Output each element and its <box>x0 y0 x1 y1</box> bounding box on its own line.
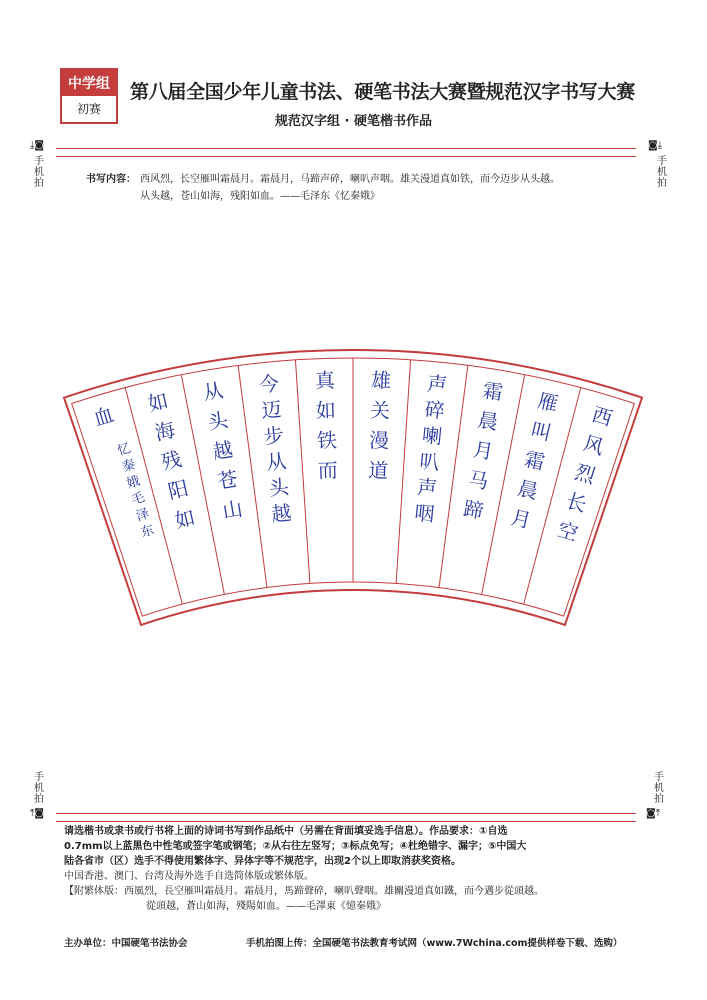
requirements-line: 中国香港、澳门、台湾及海外选手自选简体版或繁体版。 <box>64 871 314 882</box>
fan-character: 苍 <box>215 466 240 494</box>
fan-character: 如 <box>315 398 337 423</box>
signature-character: 忆 <box>115 441 133 460</box>
camera-icon: ◙ <box>34 808 45 819</box>
fan-character: 蹄 <box>461 496 486 524</box>
fan-character: 空 <box>554 517 581 546</box>
fan-character: 越 <box>270 500 293 527</box>
fan-divider <box>295 360 309 584</box>
fan-character: 今 <box>257 371 280 397</box>
phone-marker-bottom-right: 手机拍 <box>654 772 664 805</box>
fan-character: 霜 <box>522 446 547 475</box>
fan-character: 马 <box>466 466 491 494</box>
stage-label: 初赛 <box>76 101 101 116</box>
fan-character: 咽 <box>413 500 436 527</box>
fan-character: 关 <box>369 398 391 423</box>
fan-character: 西 <box>589 402 616 431</box>
fan-character: 而 <box>317 458 339 483</box>
fan-character: 残 <box>159 446 184 475</box>
fan-character: 风 <box>580 430 607 460</box>
fan-character: 声 <box>426 371 449 397</box>
fan-character: 碎 <box>423 397 446 423</box>
fan-character: 如 <box>145 388 171 417</box>
fan-character: 漫 <box>368 428 390 453</box>
fan-divider <box>396 360 410 584</box>
fan-character: 叫 <box>528 417 554 446</box>
download-icon: ⤓ <box>30 140 35 151</box>
fan-character: 烈 <box>572 459 599 489</box>
fan-character: 长 <box>563 488 590 518</box>
fan-character: 声 <box>415 474 439 501</box>
fan-character: 叭 <box>418 448 441 475</box>
footer-organizer: 主办单位：中国硬笔书法协会 <box>64 938 188 949</box>
signature-character: 毛 <box>129 490 147 509</box>
content-label: 书写内容： <box>86 174 136 185</box>
requirements-line: 请选楷书或隶书或行书将上面的诗词书写到作品纸中（另需在背面填妥选手信息）。作品要求：①自选 <box>64 826 508 837</box>
fan-character: 迈 <box>260 397 283 423</box>
bottom-border-band <box>56 813 636 822</box>
fan-character: 霜 <box>481 377 505 405</box>
phone-marker-top-right: 手机拍 <box>657 156 667 189</box>
signature-character: 泽 <box>134 506 152 525</box>
camera-icon: ◙ <box>34 140 45 151</box>
fan-character: 晨 <box>515 475 541 504</box>
fan-character: 道 <box>367 458 389 483</box>
page-subtitle: 规范汉字组 · 硬笔楷书作品 <box>275 114 432 129</box>
phone-marker-bottom-left: 手机拍 <box>34 772 44 805</box>
bottom-right-icons <box>646 808 660 819</box>
content-line-1: 西风烈，长空雁叫霜晨月。霜晨月，马蹄声碎，喇叭声咽。雄关漫道真如铁，而今迈步从头越。 <box>140 174 560 185</box>
camera-icon: ◙ <box>646 808 656 819</box>
fan-character: 血 <box>90 402 117 431</box>
fan-character: 晨 <box>476 407 500 435</box>
fan-character: 月 <box>471 437 496 464</box>
group-label: 中学组 <box>62 70 116 96</box>
requirements-line: 從頭越，蒼山如海，殘陽如血。——毛澤東《憶秦娥》 <box>146 901 386 912</box>
fan-character: 喇 <box>420 422 444 449</box>
fan-character: 如 <box>172 505 198 534</box>
fan-character: 步 <box>262 422 286 449</box>
fan-character: 阳 <box>165 475 191 504</box>
signature-character: 秦 <box>120 457 138 476</box>
fan-character: 雁 <box>535 388 561 417</box>
requirements-line: 【附繁体版：西風烈，長空雁叫霜晨月。霜晨月，馬蹄聲碎，喇叭聲咽。雄關漫道真如鐵，而今邁步從頭越。 <box>64 886 544 897</box>
fan-character: 真 <box>314 368 336 393</box>
footer-upload-info: 手机拍图上传：全国硬笔书法教育考试网（www.7Wchina.com提供样卷下载、选购） <box>246 938 623 949</box>
phone-marker-top-left: 手机拍 <box>34 156 44 189</box>
fan-character: 雄 <box>370 368 392 393</box>
page-title: 第八届全国少年儿童书法、硬笔书法大赛暨规范汉字书写大赛 <box>130 81 635 103</box>
signature-character: 东 <box>139 522 156 541</box>
download-icon: ⤓ <box>657 140 663 151</box>
fan-character: 头 <box>206 407 230 435</box>
fan-character: 月 <box>508 505 534 534</box>
fan-character: 从 <box>201 377 225 405</box>
fan-character: 山 <box>220 496 245 524</box>
camera-icon: ◙ <box>648 140 658 151</box>
fan-character: 从 <box>265 448 288 475</box>
fan-character: 越 <box>210 437 235 464</box>
requirements <box>64 824 644 914</box>
fan-character: 头 <box>267 474 291 501</box>
bottom-left-icons <box>30 808 44 819</box>
requirements-line: 0.7mm以上蓝黑色中性笔或签字笔或钢笔；②从右往左竖写；③标点免写；④杜绝错字、漏字；⑤中国大 <box>64 841 527 852</box>
content-line-2: 从头越，苍山如海，残阳如血。——毛泽东《忆秦娥》 <box>140 191 380 202</box>
fan-character: 海 <box>152 417 178 446</box>
fan-character: 铁 <box>316 428 338 453</box>
signature-character: 娥 <box>125 473 142 492</box>
requirements-line: 陆各省市（区）选手不得使用繁体字、异体字等不规范字，出现2个以上即取消获奖资格。 <box>64 856 461 867</box>
upload-icon: ⤒ <box>655 808 661 819</box>
upload-icon: ⤒ <box>30 808 35 819</box>
